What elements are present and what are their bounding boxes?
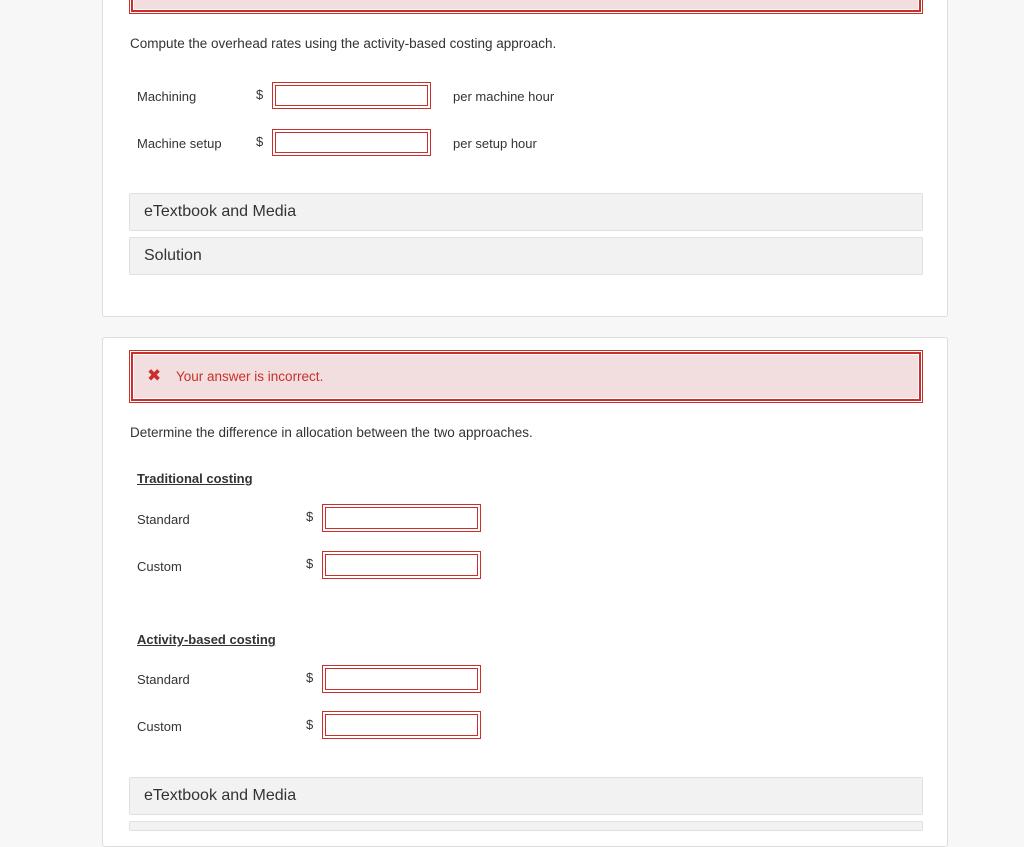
feedback-banner-incorrect xyxy=(131,352,921,401)
etextbook-media-panel-part-b[interactable]: eTextbook and Media xyxy=(129,777,923,815)
machine-setup-rate-input[interactable] xyxy=(275,132,428,153)
feedback-message: Your answer is incorrect. xyxy=(176,369,324,384)
traditional-custom-input[interactable] xyxy=(325,554,478,576)
question-card-part-b xyxy=(102,337,948,847)
activity-based-standard-input[interactable] xyxy=(325,668,478,690)
question-prompt-overhead-rates: Compute the overhead rates using the activity-based costing approach. xyxy=(130,36,557,51)
solution-panel[interactable]: Solution xyxy=(129,237,923,275)
traditional-standard-field-wrapper xyxy=(322,504,481,532)
row-label-custom: Custom xyxy=(137,559,182,574)
section-heading-traditional-costing: Traditional costing xyxy=(137,471,253,486)
machining-rate-input[interactable] xyxy=(275,85,428,106)
row-label-machine-setup: Machine setup xyxy=(137,136,222,151)
activity-based-custom-field-wrapper xyxy=(322,711,481,739)
row-label-custom: Custom xyxy=(137,719,182,734)
traditional-custom-field-wrapper xyxy=(322,551,481,579)
row-label-standard: Standard xyxy=(137,512,190,527)
row-label-machining: Machining xyxy=(137,89,197,104)
activity-based-custom-input[interactable] xyxy=(325,714,478,736)
x-mark-icon: ✖ xyxy=(147,366,162,385)
traditional-standard-input[interactable] xyxy=(325,507,478,529)
currency-symbol: $ xyxy=(306,556,314,571)
currency-symbol: $ xyxy=(306,509,314,524)
unit-label-per-machine-hour: per machine hour xyxy=(453,89,555,104)
machine-setup-rate-field-wrapper xyxy=(272,129,431,156)
currency-symbol: $ xyxy=(256,134,264,149)
solution-panel-partial[interactable] xyxy=(129,821,923,831)
question-prompt-allocation-difference: Determine the difference in allocation between the two approaches. xyxy=(130,425,533,440)
section-heading-activity-based-costing: Activity-based costing xyxy=(137,632,276,647)
machining-rate-field-wrapper xyxy=(272,82,431,109)
etextbook-media-panel-part-a[interactable]: eTextbook and Media xyxy=(129,193,923,231)
activity-based-standard-field-wrapper xyxy=(322,665,481,693)
unit-label-per-setup-hour: per setup hour xyxy=(453,136,537,151)
currency-symbol: $ xyxy=(306,717,314,732)
currency-symbol: $ xyxy=(306,670,314,685)
row-label-standard: Standard xyxy=(137,672,190,687)
feedback-banner-previous xyxy=(131,0,921,12)
currency-symbol: $ xyxy=(256,87,264,102)
